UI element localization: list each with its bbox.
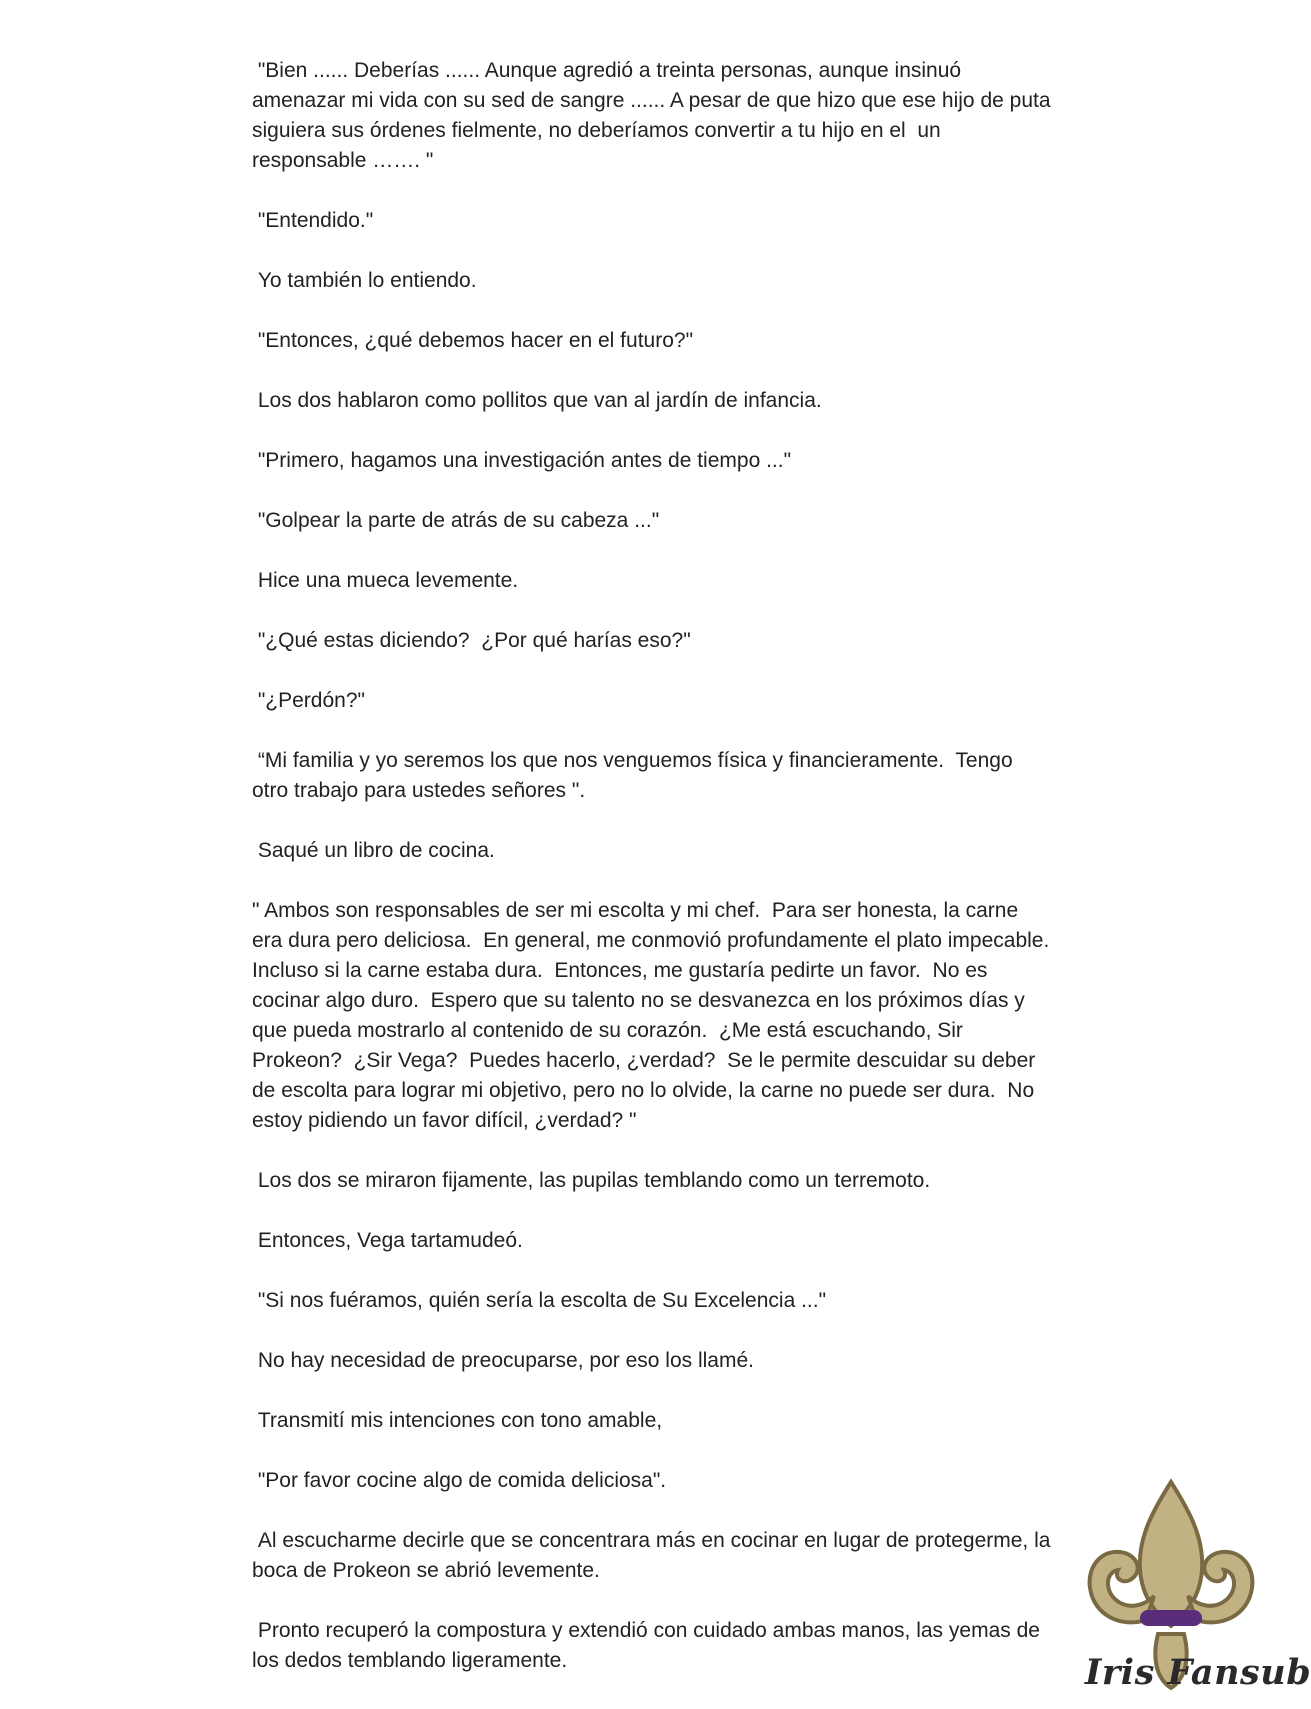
paragraph: Saqué un libro de cocina. (252, 839, 495, 862)
paragraph: "¿Qué estas diciendo? ¿Por qué harías eso?" (252, 629, 691, 652)
paragraph: Los dos hablaron como pollitos que van al jardín de infancia. (252, 389, 822, 412)
watermark-text: Iris Fansub (1085, 1652, 1311, 1693)
paragraph: “Mi familia y yo seremos los que nos venguemos física y financieramente. Tengo otro trabajo para ustedes señores ". (252, 749, 1019, 802)
paragraph: Los dos se miraron fijamente, las pupilas temblando como un terremoto. (252, 1169, 931, 1192)
paragraph: Entonces, Vega tartamudeó. (252, 1229, 523, 1252)
paragraph: " Ambos son responsables de ser mi escolta y mi chef. Para ser honesta, la carne era dura pero deliciosa. En general, me conmovió profundamente el plato impecable. Incluso si la carne estaba dura. Entonces, me gustaría pedirte un favor. No es cocinar algo duro. Espero que su talento no se desvanezca en los próximos días y que pueda mostrarlo al contenido de su corazón. ¿Me está escuchando, Sir Prokeon? ¿Sir Vega? Puedes hacerlo, ¿verdad? Se le permite descuidar su deber de escolta para lograr mi objetivo, pero no lo olvide, la carne no puede ser dura. No estoy pidiendo un favor difícil, ¿verdad? " (252, 899, 1061, 1132)
paragraph: "Entonces, ¿qué debemos hacer en el futuro?" (252, 329, 694, 352)
paragraph: "Por favor cocine algo de comida deliciosa". (252, 1469, 667, 1492)
document-body (252, 56, 1061, 1706)
paragraph: "¿Perdón?" (252, 689, 365, 712)
paragraph: "Primero, hagamos una investigación antes de tiempo ..." (252, 449, 792, 472)
paragraph: "Si nos fuéramos, quién sería la escolta de Su Excelencia ..." (252, 1289, 827, 1312)
paragraph: No hay necesidad de preocuparse, por eso los llamé. (252, 1349, 754, 1372)
paragraph: Al escucharme decirle que se concentrara más en cocinar en lugar de protegerme, la boca de Prokeon se abrió levemente. (252, 1529, 1057, 1582)
paragraph: Transmití mis intenciones con tono amable, (252, 1409, 663, 1432)
paragraph: "Golpear la parte de atrás de su cabeza ..." (252, 509, 660, 532)
paragraph: Hice una mueca levemente. (252, 569, 519, 592)
paragraph: Pronto recuperó la compostura y extendió con cuidado ambas manos, las yemas de los dedos temblando ligeramente. (252, 1619, 1046, 1672)
paragraph: "Bien ...... Deberías ...... Aunque agredió a treinta personas, aunque insinuó amenazar mi vida con su sed de sangre ...... A pesar de que hizo que ese hijo de puta siguiera sus órdenes fielmente, no deberíamos convertir a tu hijo en el un responsable ……. " (252, 59, 1057, 172)
paragraph: Yo también lo entiendo. (252, 269, 477, 292)
paragraph: "Entendido." (252, 209, 374, 232)
